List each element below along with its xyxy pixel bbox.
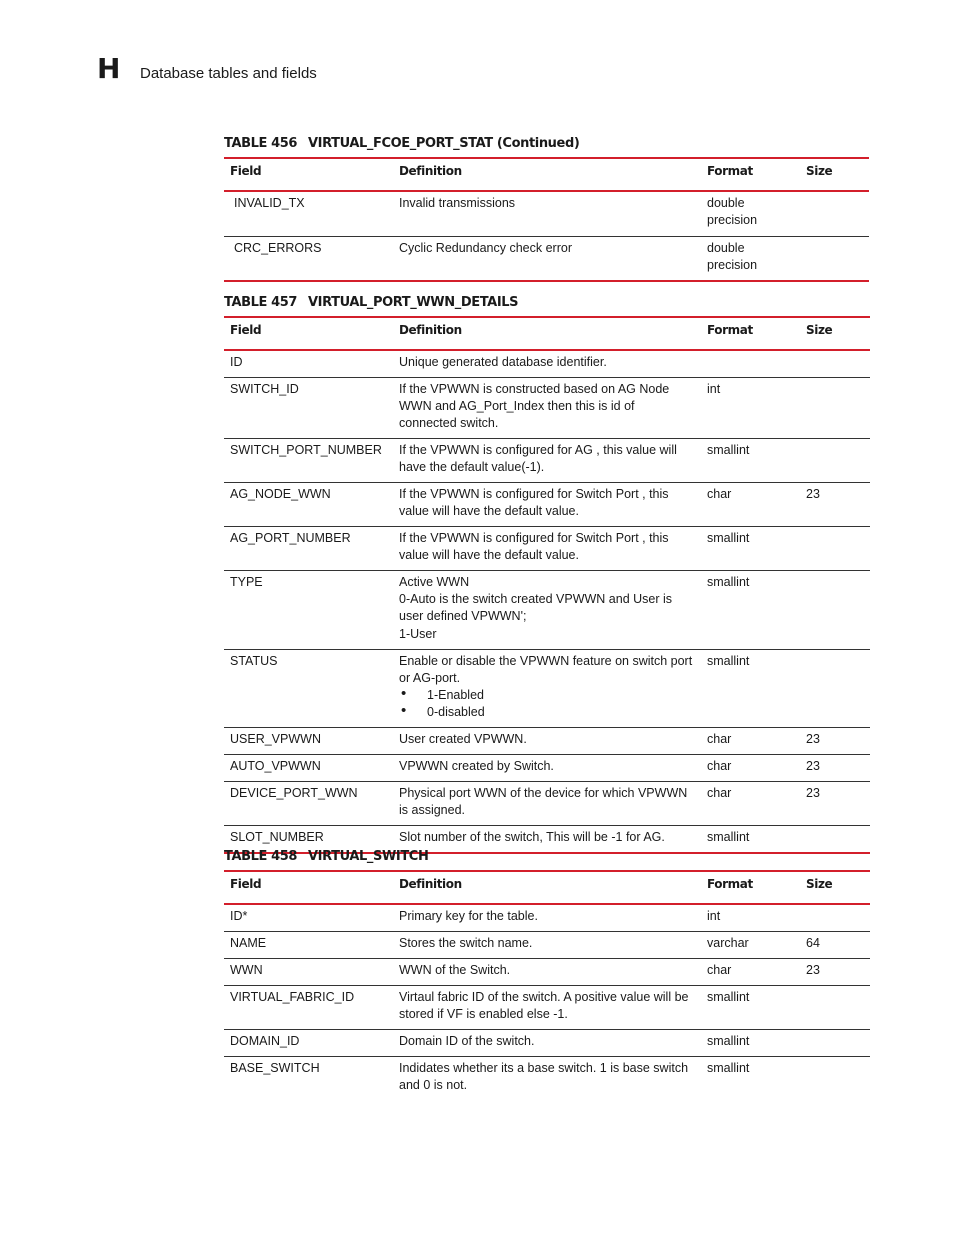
table-name: VIRTUAL_PORT_WWN_DETAILS <box>308 295 519 310</box>
table-number: TABLE 458 <box>224 849 298 864</box>
bullet-item: • 1-Enabled <box>399 687 695 704</box>
cell-field: ID <box>224 350 393 378</box>
cell-definition: If the VPWWN is constructed based on AG Node WWN and AG_Port_Index then this is id of connected switch. <box>393 378 701 439</box>
table-header-row <box>224 158 869 191</box>
cell-definition: Unique generated database identifier. <box>393 350 701 378</box>
cell-format: smallint <box>701 439 800 483</box>
column-header-field: Field <box>224 871 393 904</box>
column-header-size: Size <box>800 871 870 904</box>
table-456-caption <box>224 136 579 152</box>
cell-format: double precision <box>701 191 800 237</box>
running-header-title: Database tables and fields <box>140 65 317 82</box>
cell-size <box>800 439 870 483</box>
cell-field: AUTO_VPWWN <box>224 755 393 782</box>
cell-size <box>800 527 870 571</box>
cell-field: DOMAIN_ID <box>224 1030 393 1057</box>
table-row <box>224 483 870 527</box>
table-row <box>224 191 869 237</box>
cell-format: smallint <box>701 986 800 1030</box>
cell-definition: WWN of the Switch. <box>393 959 701 986</box>
cell-format: char <box>701 782 800 826</box>
table-header-row <box>224 871 870 904</box>
definition-line: Active WWN <box>399 575 470 589</box>
cell-size <box>800 350 870 378</box>
column-header-definition: Definition <box>393 317 701 350</box>
cell-definition: VPWWN created by Switch. <box>393 755 701 782</box>
table-row <box>224 1057 870 1101</box>
cell-format: double precision <box>701 237 800 282</box>
cell-size <box>800 650 870 728</box>
cell-format: smallint <box>701 650 800 728</box>
cell-size <box>800 191 869 237</box>
cell-size <box>800 1057 870 1101</box>
bullet-list <box>399 687 695 721</box>
table-row <box>224 932 870 959</box>
table-row <box>224 755 870 782</box>
cell-size: 23 <box>800 728 870 755</box>
table-458-caption <box>224 849 428 865</box>
table-row <box>224 728 870 755</box>
table-457-caption <box>224 295 518 311</box>
table-number: TABLE 457 <box>224 295 298 310</box>
cell-definition: User created VPWWN. <box>393 728 701 755</box>
column-header-field: Field <box>224 158 393 191</box>
cell-size <box>800 1030 870 1057</box>
cell-field: WWN <box>224 959 393 986</box>
cell-field: CRC_ERRORS <box>224 237 393 282</box>
table-name: VIRTUAL_FCOE_PORT_STAT (Continued) <box>308 136 580 151</box>
table-row <box>224 904 870 932</box>
cell-definition: Primary key for the table. <box>393 904 701 932</box>
cell-definition: Slot number of the switch, This will be -1 for AG. <box>393 826 701 854</box>
column-header-field: Field <box>224 317 393 350</box>
table-row <box>224 1030 870 1057</box>
column-header-format: Format <box>701 317 800 350</box>
cell-field: TYPE <box>224 571 393 650</box>
cell-format: int <box>701 378 800 439</box>
table-header-row <box>224 317 870 350</box>
column-header-size: Size <box>800 158 869 191</box>
cell-format: char <box>701 728 800 755</box>
cell-definition: Indidates whether its a base switch. 1 is base switch and 0 is not. <box>399 1061 689 1092</box>
cell-format: char <box>701 959 800 986</box>
table-row <box>224 986 870 1030</box>
table-row <box>224 378 870 439</box>
column-header-definition: Definition <box>393 158 701 191</box>
cell-definition: Virtaul fabric ID of the switch. A positive value will be stored if VF is enabled else -1. <box>393 986 701 1030</box>
table-458 <box>224 870 870 1100</box>
cell-format: smallint <box>701 571 800 650</box>
cell-size <box>800 826 870 854</box>
cell-definition: If the VPWWN is configured for Switch Port , this value will have the default value. <box>393 483 701 527</box>
cell-field: DEVICE_PORT_WWN <box>224 782 393 826</box>
definition-text: Enable or disable the VPWWN feature on switch port or AG-port. <box>399 654 693 685</box>
definition-line: 1-User <box>399 627 437 641</box>
column-header-size: Size <box>800 317 870 350</box>
cell-size <box>800 378 870 439</box>
cell-definition: If the VPWWN is configured for AG , this value will have the default value(-1). <box>393 439 701 483</box>
table-row <box>224 650 870 728</box>
cell-size: 23 <box>800 959 870 986</box>
definition-line: 0-Auto is the switch created VPWWN and User is user defined VPWWN'; <box>399 592 673 623</box>
cell-definition: Invalid transmissions <box>393 191 701 237</box>
cell-definition <box>393 571 701 650</box>
column-header-format: Format <box>701 871 800 904</box>
cell-definition: Domain ID of the switch. <box>393 1030 701 1057</box>
cell-field: AG_NODE_WWN <box>224 483 393 527</box>
cell-format: smallint <box>701 527 800 571</box>
table-row <box>224 959 870 986</box>
cell-field: VIRTUAL_FABRIC_ID <box>224 986 393 1030</box>
cell-field: INVALID_TX <box>224 191 393 237</box>
cell-definition <box>393 650 701 728</box>
table-row <box>224 571 870 650</box>
chapter-letter: H <box>97 52 121 85</box>
table-row <box>224 782 870 826</box>
cell-field: ID* <box>224 904 393 932</box>
table-row <box>224 237 869 282</box>
cell-definition: Physical port WWN of the device for which VPWWN is assigned. <box>393 782 701 826</box>
table-457 <box>224 316 870 854</box>
table-number: TABLE 456 <box>224 136 298 151</box>
cell-field: SWITCH_PORT_NUMBER <box>224 439 393 483</box>
cell-format: smallint <box>707 1061 750 1075</box>
cell-format: smallint <box>701 1030 800 1057</box>
cell-size: 64 <box>800 932 870 959</box>
cell-size <box>800 904 870 932</box>
cell-definition: Cyclic Redundancy check error <box>393 237 701 282</box>
column-header-definition: Definition <box>393 871 701 904</box>
cell-size: 23 <box>800 755 870 782</box>
table-row <box>224 439 870 483</box>
cell-format: char <box>701 755 800 782</box>
table-name: VIRTUAL_SWITCH <box>308 849 429 864</box>
table-456 <box>224 157 869 282</box>
cell-field: USER_VPWWN <box>224 728 393 755</box>
cell-field: AG_PORT_NUMBER <box>224 527 393 571</box>
cell-size <box>800 571 870 650</box>
cell-size <box>800 986 870 1030</box>
cell-format: char <box>701 483 800 527</box>
cell-field: SWITCH_ID <box>224 378 393 439</box>
cell-size: 23 <box>800 782 870 826</box>
cell-field: BASE_SWITCH <box>230 1061 320 1075</box>
table-row <box>224 527 870 571</box>
cell-size: 23 <box>800 483 870 527</box>
table-row <box>224 350 870 378</box>
cell-size <box>800 237 869 282</box>
cell-field: SLOT_NUMBER <box>224 826 393 854</box>
cell-field: STATUS <box>224 650 393 728</box>
cell-format: int <box>701 904 800 932</box>
cell-format: smallint <box>701 826 800 854</box>
cell-format <box>701 350 800 378</box>
cell-definition: Stores the switch name. <box>393 932 701 959</box>
cell-format: varchar <box>701 932 800 959</box>
column-header-format: Format <box>701 158 800 191</box>
bullet-item: • 0-disabled <box>399 704 695 721</box>
cell-field: NAME <box>224 932 393 959</box>
cell-definition: If the VPWWN is configured for Switch Port , this value will have the default value. <box>393 527 701 571</box>
